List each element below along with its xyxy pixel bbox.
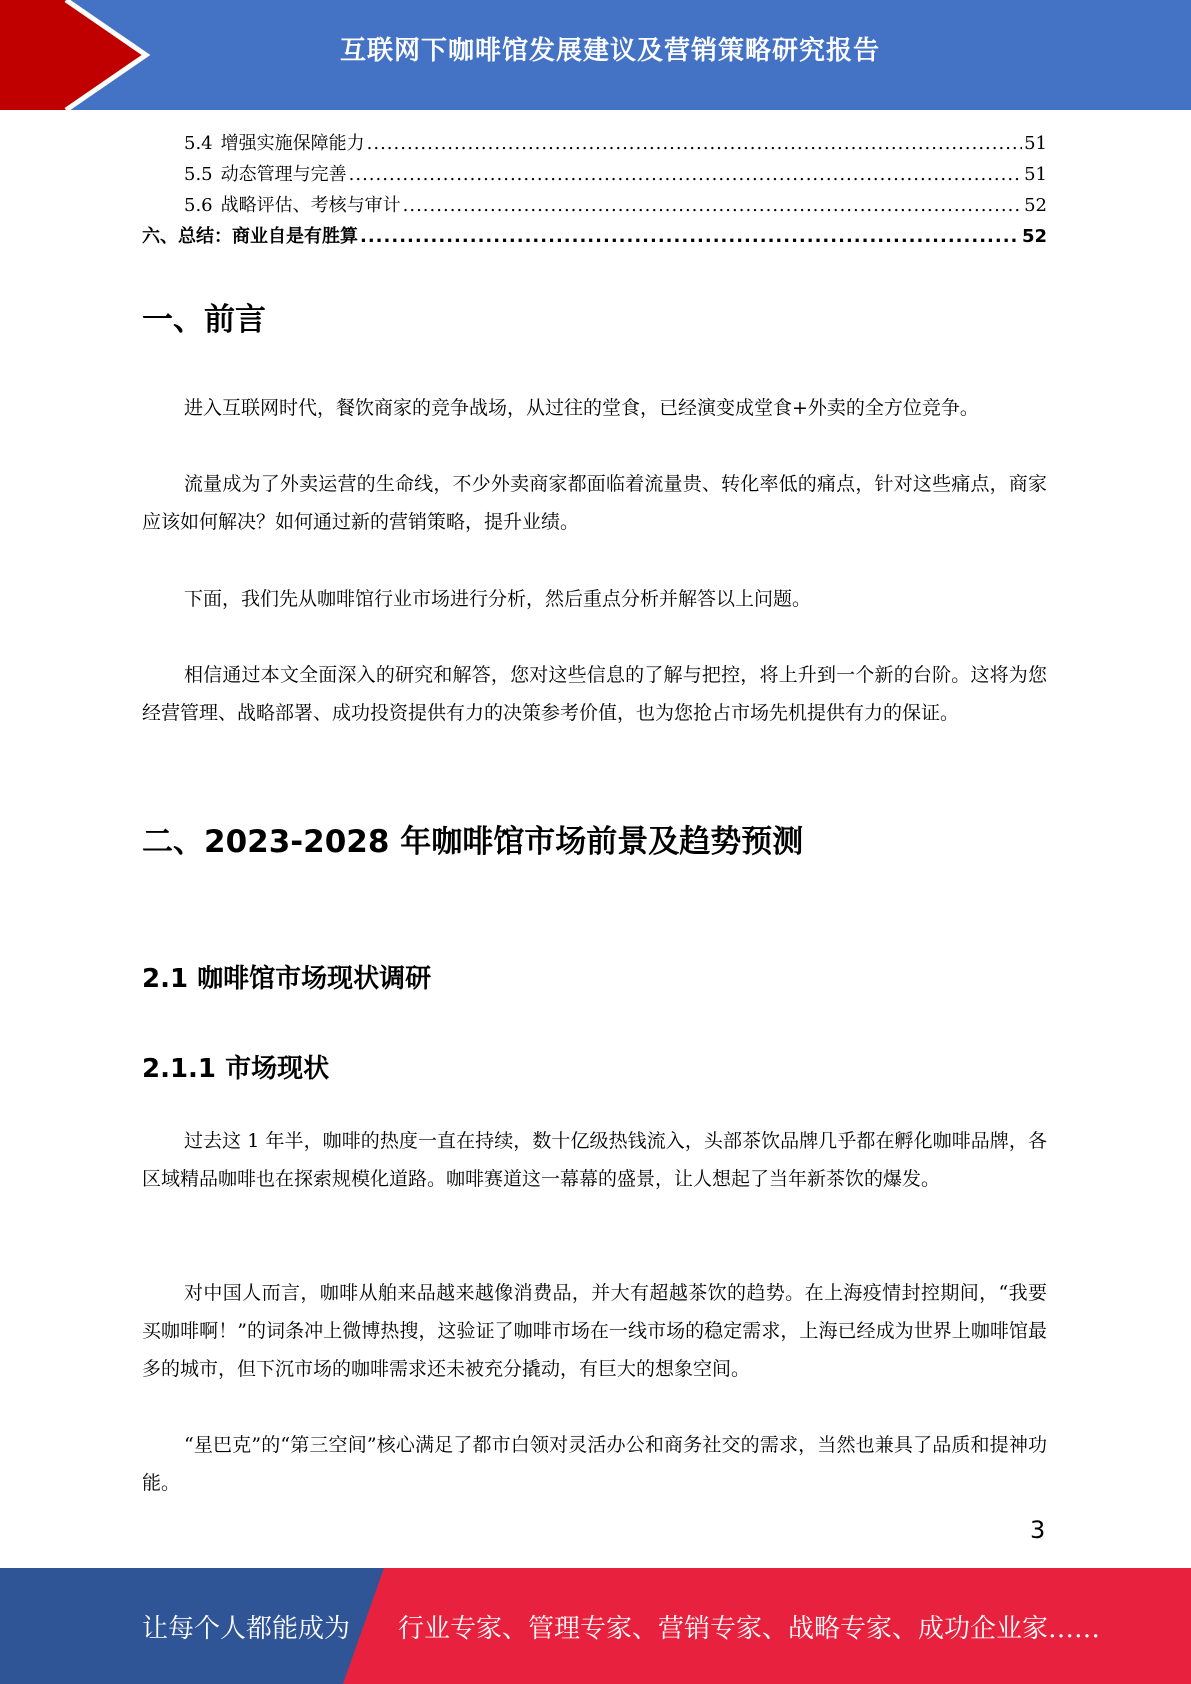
toc-main-entry[interactable] [142,221,1047,252]
toc-leader-dots [367,128,1022,159]
toc-entry-page: 51 [1024,133,1047,154]
toc-entry-page: 51 [1024,164,1047,185]
section-heading-preface: 一、前言 [142,302,266,338]
section-heading-forecast: 二、2023-2028 年咖啡馆市场前景及趋势预测 [142,824,804,860]
paragraph: 进入互联网时代，餐饮商家的竞争战场，从过往的堂食，已经演变成堂食+外卖的全方位竞争。 [184,397,979,419]
toc-entry-page: 52 [1024,195,1047,216]
toc-entry-label: 动态管理与完善 [220,164,347,185]
toc-entry-label: 增强实施保障能力 [220,133,365,154]
paragraph: 过去这 1 年半，咖啡的热度一直在持续，数十亿级热钱流入，头部茶饮品牌几乎都在孵化咖啡品牌，各区域精品咖啡也在探索规模化道路。咖啡赛道这一幕幕的盛景，让人想起了当年新茶饮的爆发。 [142,1130,1047,1190]
toc-entry-label: 战略评估、考核与审计 [220,195,401,216]
toc-leader-dots [360,221,1020,252]
footer-slogan-right: 行业专家、管理专家、营销专家、战略专家、成功企业家…… [398,1614,1101,1644]
toc-entry-page: 52 [1021,226,1047,247]
toc-entry[interactable] [142,190,1047,221]
paragraph: “星巴克”的“第三空间”核心满足了都市白领对灵活办公和商务社交的需求，当然也兼具了品质和提神功能。 [142,1434,1047,1494]
toc-entry[interactable] [142,128,1047,159]
footer-slogan-left: 让每个人都能成为 [142,1614,351,1644]
toc-entry-number: 5.4 [184,133,213,154]
header-arrow-icon [0,0,160,110]
paragraph: 相信通过本文全面深入的研究和解答，您对这些信息的了解与把控，将上升到一个新的台阶。这将为您经营管理、战略部署、成功投资提供有力的决策参考价值，也为您抢占市场先机提供有力的保证。 [142,664,1047,724]
toc-leader-dots [349,159,1022,190]
page-number: 3 [1030,1516,1046,1544]
subsection-heading: 2.1.1 市场现状 [142,1054,330,1084]
header-title: 互联网下咖啡馆发展建议及营销策略研究报告 [339,36,880,66]
subsection-heading: 2.1 咖啡馆市场现状调研 [142,964,432,994]
paragraph: 流量成为了外卖运营的生命线，不少外卖商家都面临着流量贵、转化率低的痛点，针对这些痛点，商家应该如何解决？如何通过新的营销策略，提升业绩。 [142,473,1047,533]
toc-entry-number: 5.5 [184,164,213,185]
page-footer [0,1568,1191,1684]
table-of-contents [142,128,1047,252]
page-header [0,0,1191,110]
toc-leader-dots [403,190,1022,221]
paragraph: 下面，我们先从咖啡馆行业市场进行分析，然后重点分析并解答以上问题。 [184,588,812,610]
toc-entry-number: 5.6 [184,195,213,216]
paragraph: 对中国人而言，咖啡从舶来品越来越像消费品，并大有超越茶饮的趋势。在上海疫情封控期间，“我要买咖啡啊！”的词条冲上微博热搜，这验证了咖啡市场在一线市场的稳定需求，上海已经成为世界上咖啡馆最多的城市，但下沉市场的咖啡需求还未被充分撬动，有巨大的想象空间。 [142,1282,1047,1380]
toc-entry-label: 六、总结：商业自是有胜算 [142,226,358,247]
toc-entry[interactable] [142,159,1047,190]
